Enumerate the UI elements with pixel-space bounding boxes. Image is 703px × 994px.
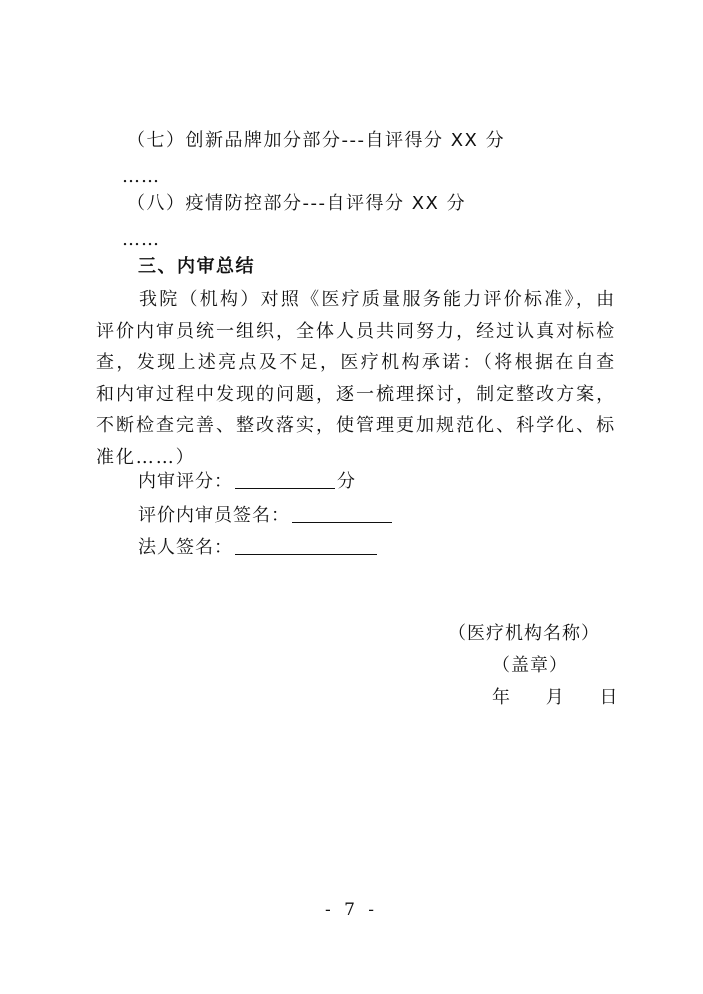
score-unit: 分 xyxy=(337,471,356,492)
score-blank[interactable] xyxy=(235,470,335,489)
legal-signature-line xyxy=(138,536,379,559)
score-label: 内审评分： xyxy=(138,471,233,492)
page-number: - 7 - xyxy=(324,900,379,920)
section-seven-title: （七）创新品牌加分部分---自评得分 XX 分 xyxy=(127,130,506,151)
summary-body: 我院（机构）对照《医疗质量服务能力评价标准》，由评价内审员统一组织，全体人员共同努力，经过认真对标检查，发现上述亮点及不足，医疗机构承诺：（将根据在自查和内审过程中发现的问题，逐一梳理探讨，制定整改方案，不断检查完善、整改落实，使管理更加规范化、科学化、标准化……） xyxy=(96,289,616,468)
summary-heading: 三、内审总结 xyxy=(138,256,255,277)
section-eight-title: （八）疫情防控部分---自评得分 XX 分 xyxy=(127,193,467,214)
stamp-label: （盖章） xyxy=(492,655,568,676)
section-eight-ellipsis: …… xyxy=(122,229,160,250)
auditor-signature-label: 评价内审员签名： xyxy=(138,505,290,526)
section-seven-ellipsis: …… xyxy=(122,166,160,187)
org-name: （医疗机构名称） xyxy=(448,623,600,644)
auditor-signature-blank[interactable] xyxy=(292,504,392,523)
date-line: 年 月 日 xyxy=(492,687,622,708)
legal-signature-label: 法人签名： xyxy=(138,537,233,558)
score-line xyxy=(138,470,356,493)
auditor-signature-line xyxy=(138,504,394,527)
legal-signature-blank[interactable] xyxy=(235,536,377,555)
